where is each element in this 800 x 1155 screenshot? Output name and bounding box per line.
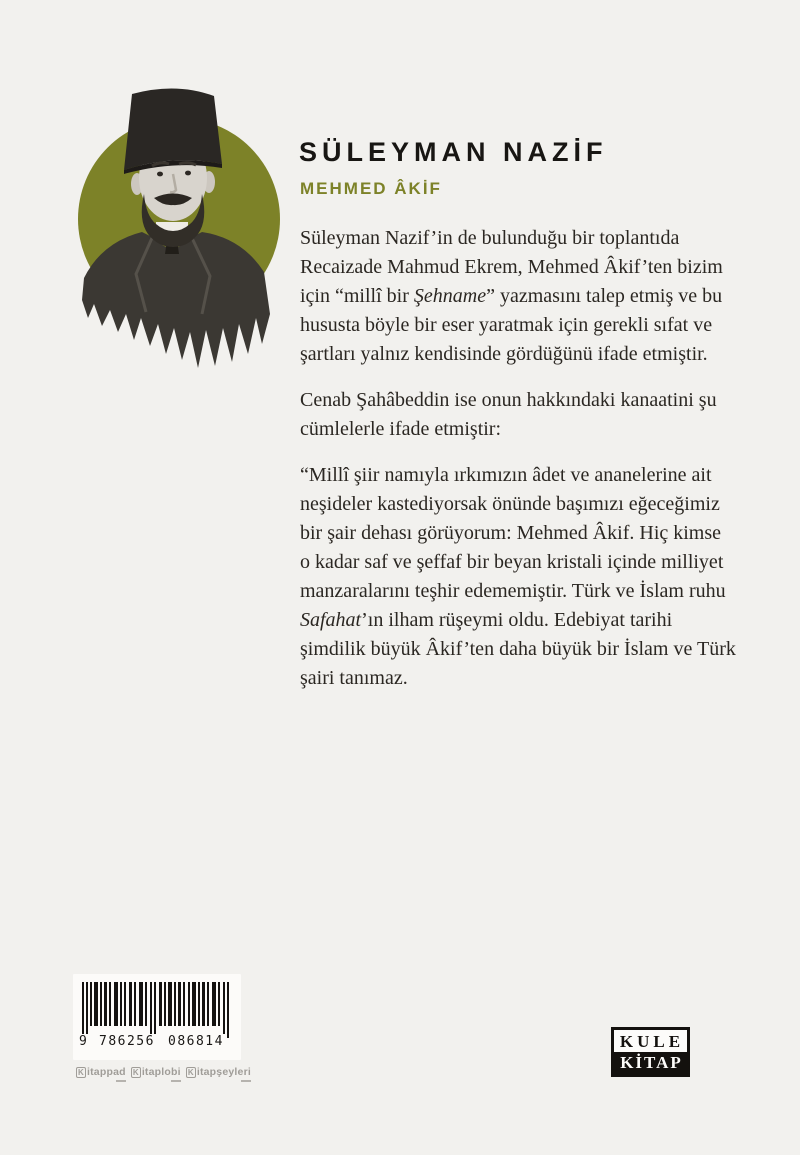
partner-logo	[186, 1066, 251, 1082]
barcode-digit-lead: 9	[79, 1034, 89, 1049]
text-segment: ” yazmasını talep etmiş ve bu hususta böyle bir eser yaratmak için gerekli sıfat ve şartları yalnız kendisinde gördüğünü ifade etmiştir.	[300, 285, 723, 365]
text-segment: Cenab Şahâbeddin ise onun hakkındaki kanaatini şu cümlelerle ifade etmiştir:	[300, 389, 717, 440]
text-segment: ’ın ilham rüşeymi oldu. Edebiyat tarihi şimdilik büyük Âkif’ten daha büyük bir İslam ve Türk şairi tanımaz.	[300, 609, 736, 689]
author-portrait	[66, 78, 290, 374]
partner-logos	[76, 1066, 251, 1082]
partner-label: itappad	[86, 1066, 126, 1078]
text-segment: Süleyman Nazif’in de bulunduğu bir toplantıda Recaizade Mahmud Ekrem, Mehmed Âkif’ten bizim için “millî bir	[300, 227, 723, 307]
italic-work-title: Safahat	[300, 609, 362, 631]
barcode-bars-icon	[82, 982, 232, 1040]
portrait-fez	[124, 88, 222, 170]
partner-tag	[241, 1080, 251, 1083]
paragraph	[300, 461, 736, 693]
partner-label: itapşeyleri	[196, 1066, 251, 1078]
italic-work-title: Şehname	[413, 285, 487, 307]
portrait-eye-right	[185, 171, 191, 176]
partner-k-icon: K	[187, 1067, 194, 1077]
paragraph	[300, 224, 736, 369]
body-paragraphs	[300, 224, 736, 710]
partner-label: itaplobi	[141, 1066, 181, 1078]
publisher-name-bottom: KİTAP	[614, 1052, 687, 1074]
publisher-logo	[611, 1027, 690, 1077]
book-title: SÜLEYMAN NAZİF	[299, 137, 608, 167]
barcode-digits-group2: 086814	[168, 1034, 224, 1049]
book-subtitle: MEHMED ÂKİF	[300, 179, 442, 198]
partner-logo	[131, 1066, 181, 1082]
partner-k-icon: K	[132, 1067, 139, 1077]
publisher-name-top: KULE	[619, 1032, 685, 1051]
barcode-digits-group1: 786256	[99, 1034, 155, 1049]
paragraph	[300, 386, 736, 444]
partner-tag	[171, 1080, 181, 1083]
barcode-number	[79, 1034, 232, 1050]
partner-k-icon: K	[78, 1067, 84, 1077]
partner-tag	[116, 1080, 126, 1083]
partner-logo	[76, 1066, 126, 1082]
portrait-eye-left	[157, 172, 163, 177]
text-segment: “Millî şiir namıyla ırkımızın âdet ve ananelerine ait neşideler kastediyorsak önünde başımızı eğeceğimiz bir şair dehası görüyorum: Mehmed Âkif. Hiç kimse o kadar saf ve şeffaf bir beyan kristali içinde milliyet manzaralarını teşhir edememiştir. Türk ve İslam ruhu	[300, 464, 726, 602]
barcode	[73, 974, 241, 1060]
